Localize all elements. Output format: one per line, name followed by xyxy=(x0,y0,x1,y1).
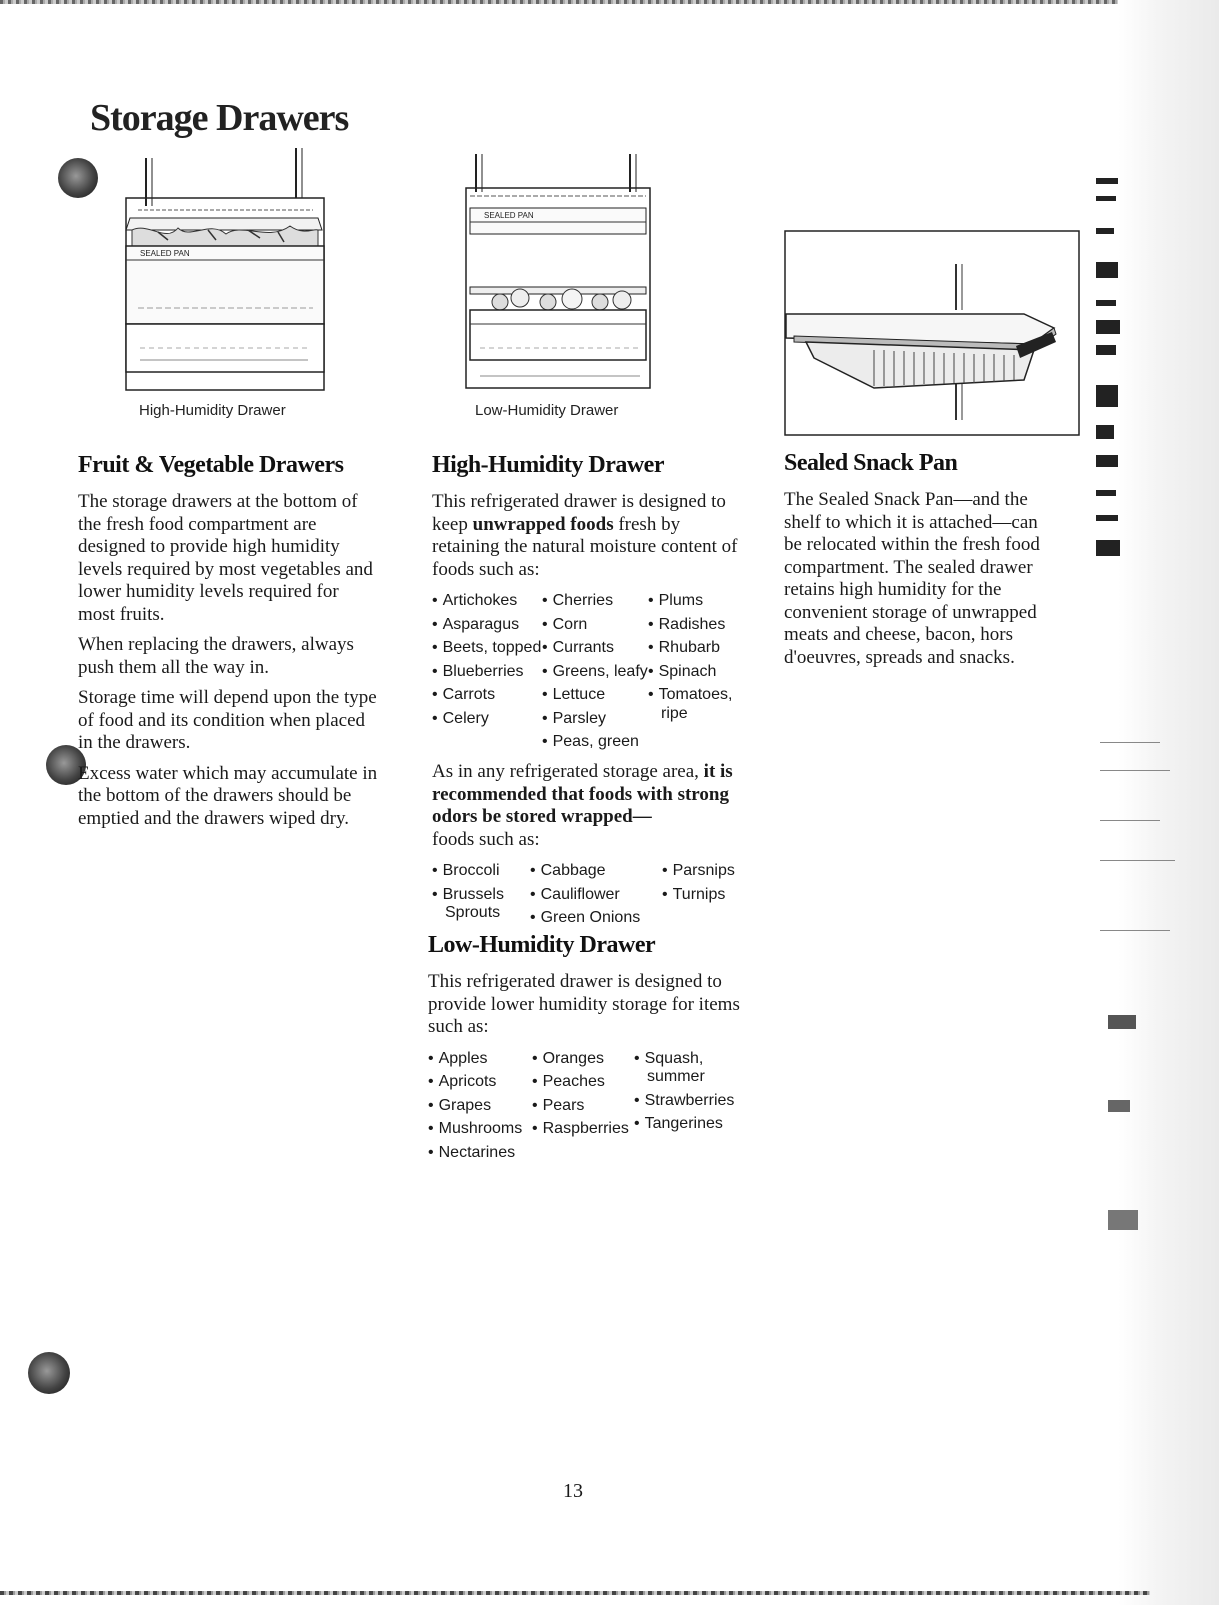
edge-mark xyxy=(1096,300,1116,306)
edge-mark xyxy=(1096,228,1114,234)
scanned-page-edge xyxy=(1118,0,1219,1605)
edge-mark xyxy=(1096,196,1116,201)
edge-mark xyxy=(1096,345,1116,355)
high-humidity-section xyxy=(432,452,742,937)
list-item: • Radishes xyxy=(648,613,732,637)
low-humidity-caption: Low-Humidity Drawer xyxy=(475,402,619,419)
fruit-vegetable-heading: Fruit & Vegetable Drawers xyxy=(78,452,344,478)
list-item: • Asparagus xyxy=(432,613,541,637)
low-humidity-food-list xyxy=(428,1047,748,1167)
list-item: • Currants xyxy=(542,636,648,660)
low-humidity-drawer-figure xyxy=(460,152,660,392)
fruit-vegetable-paragraph: Storage time will depend upon the type of food and its condition when placed in the drawers. xyxy=(78,687,377,753)
list-item: • Peas, green xyxy=(542,730,648,754)
high-humidity-drawer-figure xyxy=(118,148,333,398)
list-item: • Tomatoes, xyxy=(648,683,732,707)
edge-line xyxy=(1100,860,1175,861)
list-item: • Grapes xyxy=(428,1094,522,1118)
page-number: 13 xyxy=(563,1480,583,1502)
list-item: • Tangerines xyxy=(634,1112,734,1136)
list-item: • Parsley xyxy=(542,707,648,731)
food-column xyxy=(432,589,541,730)
list-item: • Pears xyxy=(532,1094,629,1118)
list-item: • Apples xyxy=(428,1047,522,1071)
edge-mark xyxy=(1096,490,1116,496)
food-column xyxy=(532,1047,629,1141)
list-item: • Cherries xyxy=(542,589,648,613)
food-column xyxy=(648,589,732,725)
low-humidity-intro: This refrigerated drawer is designed to provide lower humidity storage for items such as: xyxy=(428,971,740,1037)
list-item: • Artichokes xyxy=(432,589,541,613)
page-title: Storage Drawers xyxy=(90,97,349,139)
strong-odor-paragraph: As in any refrigerated storage area, it is recommended that foods with strong odors be stored wrapped— foods such as: xyxy=(432,761,733,850)
list-item: • Blueberries xyxy=(432,660,541,684)
fruit-vegetable-paragraph: Excess water which may accumulate in the bottom of the drawers should be emptied and the drawers wiped dry. xyxy=(78,762,378,829)
sealed-pan-label: SEALED PAN xyxy=(140,249,190,258)
low-humidity-heading: Low-Humidity Drawer xyxy=(428,932,656,958)
list-item: • Parsnips xyxy=(662,859,735,883)
food-column xyxy=(428,1047,522,1165)
list-item: • Carrots xyxy=(432,683,541,707)
list-item: • Mushrooms xyxy=(428,1117,522,1141)
edge-line xyxy=(1100,742,1160,743)
sealed-snack-pan-heading: Sealed Snack Pan xyxy=(784,450,958,476)
low-humidity-section xyxy=(428,932,748,1175)
list-item-continuation: summer xyxy=(647,1068,705,1085)
list-item: • Strawberries xyxy=(634,1089,734,1113)
fruit-vegetable-paragraph: When replacing the drawers, always push them all the way in. xyxy=(78,634,354,678)
list-item: • Nectarines xyxy=(428,1141,522,1165)
list-item: • Apricots xyxy=(428,1070,522,1094)
list-item: • Cabbage xyxy=(530,859,640,883)
list-item: • Beets, topped xyxy=(432,636,541,660)
list-item: • Plums xyxy=(648,589,732,613)
list-item: • Green Onions xyxy=(530,906,640,930)
edge-mark xyxy=(1096,540,1120,556)
sealed-pan-label: SEALED PAN xyxy=(484,211,534,220)
fruit-vegetable-paragraph: The storage drawers at the bottom of the fresh food compartment are designed to provide high humidity levels required by most vegetables and lower humidity levels required for most fruits. xyxy=(78,491,373,625)
edge-mark xyxy=(1108,1210,1138,1230)
list-item: • Corn xyxy=(542,613,648,637)
edge-mark xyxy=(1096,178,1118,184)
list-item: • Cauliflower xyxy=(530,883,640,907)
fruit-vegetable-section xyxy=(78,452,378,838)
food-column xyxy=(662,859,735,906)
high-humidity-intro: This refrigerated drawer is designed to keep unwrapped foods fresh by retaining the natural moisture content of foods such as: xyxy=(432,491,738,580)
list-item: • Raspberries xyxy=(532,1117,629,1141)
sealed-snack-pan-paragraph: The Sealed Snack Pan—and the shelf to which it is attached—can be relocated within the fresh food compartment. The sealed drawer retains high humidity for the convenient storage of unwrapped meats and cheese, bacon, hors d'oeuvres, spreads and snacks. xyxy=(784,489,1040,668)
high-humidity-heading: High-Humidity Drawer xyxy=(432,452,664,478)
list-item: • Turnips xyxy=(662,883,735,907)
list-item: • Peaches xyxy=(532,1070,629,1094)
edge-mark xyxy=(1096,385,1118,407)
edge-mark xyxy=(1108,1015,1136,1029)
sealed-snack-pan-section xyxy=(784,450,1056,677)
list-item-continuation: Sprouts xyxy=(445,904,501,921)
high-humidity-food-list xyxy=(432,589,742,753)
list-item: • Brussels xyxy=(432,883,504,907)
sealed-snack-pan-figure xyxy=(784,230,1080,436)
list-item: • Rhubarb xyxy=(648,636,732,660)
bottom-edge-rule xyxy=(0,1591,1150,1595)
edge-mark xyxy=(1096,455,1118,467)
list-item: • Spinach xyxy=(648,660,732,684)
edge-line xyxy=(1100,930,1170,931)
list-item: • Broccoli xyxy=(432,859,504,883)
top-edge-rule xyxy=(0,0,1180,4)
edge-mark xyxy=(1096,262,1118,278)
food-column xyxy=(542,589,648,754)
edge-mark xyxy=(1096,320,1120,334)
edge-mark xyxy=(1096,425,1114,439)
list-item: • Lettuce xyxy=(542,683,648,707)
list-item: • Greens, leafy xyxy=(542,660,648,684)
strong-odor-food-list xyxy=(432,859,742,929)
food-column xyxy=(530,859,640,930)
food-column xyxy=(432,859,504,925)
list-item-continuation: ripe xyxy=(661,704,688,722)
edge-line xyxy=(1100,820,1160,821)
list-item: • Squash, xyxy=(634,1047,734,1071)
high-humidity-caption: High-Humidity Drawer xyxy=(139,402,286,419)
edge-mark xyxy=(1108,1100,1130,1112)
list-item: • Celery xyxy=(432,707,541,731)
edge-mark xyxy=(1096,515,1118,521)
list-item: • Oranges xyxy=(532,1047,629,1071)
binder-hole-icon xyxy=(58,158,98,198)
binder-hole-icon xyxy=(28,1352,70,1394)
food-column xyxy=(634,1047,734,1136)
edge-line xyxy=(1100,770,1170,771)
